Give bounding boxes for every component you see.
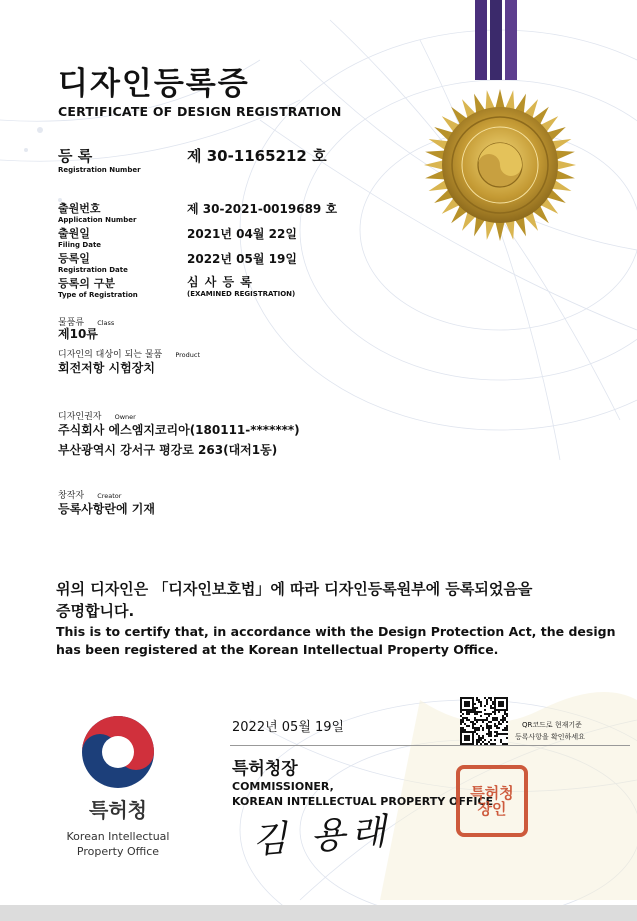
registration-label-en: Registration Number: [58, 166, 141, 174]
filing-label: [58, 225, 101, 249]
registration-value: 제 30-1165212 호: [187, 147, 327, 165]
regdate-label: [58, 250, 128, 274]
application-label: [58, 200, 136, 224]
statement-en-line1: This is to certify that, in accordance with the Design Protection Act, the design: [56, 624, 616, 639]
seal-ray: [495, 221, 505, 241]
application-label-en: Application Number: [58, 216, 137, 224]
product-label-en: Product: [175, 351, 200, 359]
owner-address: 부산광역시 강서구 평강로 263(대저1동): [58, 443, 278, 457]
filing-label-en: Filing Date: [58, 241, 102, 249]
ribbon-stripe: [475, 0, 487, 80]
ribbon-stripe: [505, 0, 517, 80]
filing-value: 2021년 04월 22일: [187, 227, 297, 241]
stamp-text: 특허청장인: [470, 783, 514, 818]
registration-label-ko: 등 록: [58, 147, 93, 165]
kipo-logo-text-en-2: Property Office: [76, 845, 160, 858]
ribbon-stripe: [490, 0, 502, 80]
seal-ray: [424, 160, 444, 170]
product-value: 회전저항 시험장치: [58, 361, 155, 375]
type-label-ko: 등록의 구분: [58, 277, 115, 290]
certificate-title: 디자인등록증: [58, 66, 250, 102]
regdate-label-ko: 등록일: [58, 252, 90, 265]
issuer-title-en-2: KOREAN INTELLECTUAL PROPERTY OFFICE: [232, 795, 494, 808]
class-value: 제10류: [58, 327, 98, 341]
gold-seal-icon: [420, 85, 580, 245]
owner-name: 주식회사 에스엠지코리아(180111-*******): [58, 423, 300, 437]
certificate-subtitle: CERTIFICATE OF DESIGN REGISTRATION: [58, 104, 342, 119]
type-label: [58, 275, 138, 299]
seal-ray: [556, 160, 576, 170]
owner-label-en: Owner: [114, 413, 136, 421]
issuer-title-ko: 특허청장: [232, 759, 298, 779]
kipo-logo-text-en-1: Korean Intellectual: [66, 830, 170, 843]
application-label-ko: 출원번호: [58, 202, 101, 215]
regdate-value: 2022년 05월 19일: [187, 252, 297, 266]
product-label-ko: 디자인의 대상이 되는 물품: [58, 350, 163, 360]
signature: 김 용래: [250, 811, 394, 862]
class-label-en: Class: [97, 319, 115, 327]
type-label-en: Type of Registration: [58, 291, 138, 299]
regdate-label-en: Registration Date: [58, 266, 128, 274]
creator-label-ko: 창작자: [58, 491, 85, 501]
application-value: 제 30-2021-0019689 호: [187, 202, 338, 216]
statement-ko-line1: 위의 디자인은 「디자인보호법」에 따라 디자인등록원부에 등록되었음을: [56, 580, 533, 598]
footer-divider: [230, 745, 630, 746]
kipo-logo-text-ko: 특허청: [89, 798, 147, 822]
owner-label-ko: 디자인권자: [58, 412, 102, 422]
official-stamp: [456, 765, 528, 837]
bottom-bar: [0, 905, 637, 921]
issuer-title-en-1: COMMISSIONER,: [232, 780, 334, 793]
type-value-en: (EXAMINED REGISTRATION): [187, 290, 296, 298]
registration-label: [58, 145, 141, 174]
creator-value: 등록사항란에 기재: [58, 502, 155, 516]
qr-note-2: 등록사항을 확인하세요: [515, 733, 585, 741]
statement-en-line2: has been registered at the Korean Intellectual Property Office.: [56, 642, 499, 657]
issue-date: 2022년 05월 19일: [232, 720, 345, 735]
type-value-ko: 심 사 등 록: [187, 275, 253, 289]
class-label-ko: 물품류: [58, 318, 85, 328]
statement-ko-line2: 증명합니다.: [56, 602, 135, 620]
qr-code-icon[interactable]: [460, 697, 508, 745]
type-value: [187, 273, 295, 298]
qr-note-1: QR코드로 현재기준: [522, 721, 582, 729]
filing-label-ko: 출원일: [58, 227, 90, 240]
seal-ray: [495, 89, 505, 109]
kipo-taegeuk-icon: [78, 712, 158, 792]
creator-label-en: Creator: [97, 492, 122, 500]
